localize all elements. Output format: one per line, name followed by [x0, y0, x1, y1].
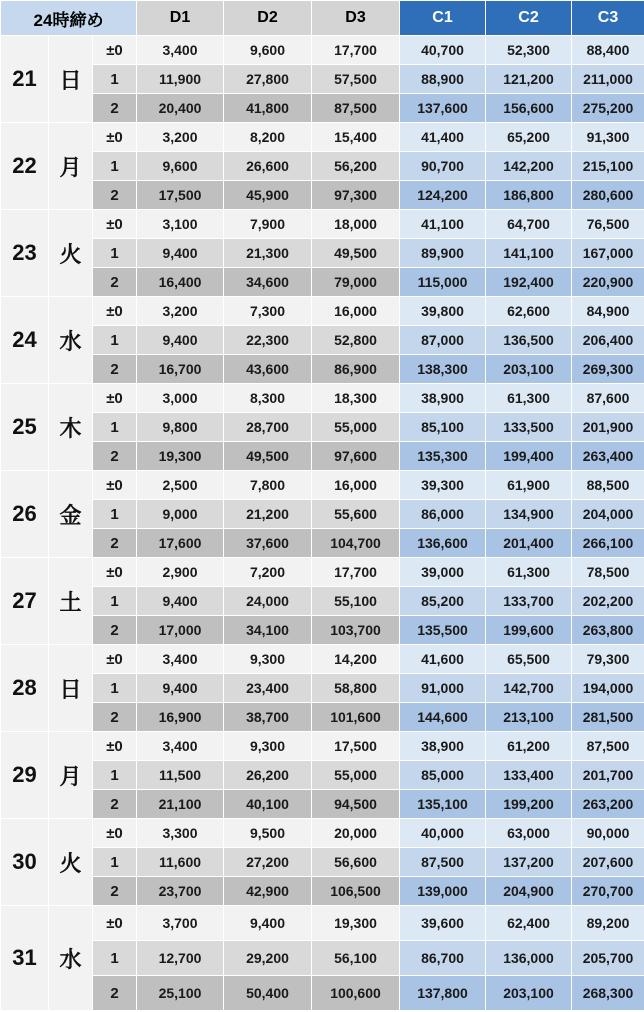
- level-label: 1: [93, 761, 137, 790]
- price-cell: 41,100: [400, 210, 486, 239]
- price-cell: 3,100: [137, 210, 224, 239]
- price-cell: 17,700: [312, 558, 400, 587]
- price-cell: 144,600: [400, 703, 486, 732]
- price-cell: 115,000: [400, 268, 486, 297]
- level-label: ±0: [93, 123, 137, 152]
- price-cell: 85,100: [400, 413, 486, 442]
- price-cell: 103,700: [312, 616, 400, 645]
- table-row: [1, 36, 644, 65]
- price-cell: 9,400: [137, 239, 224, 268]
- table-row: [1, 268, 644, 297]
- price-cell: 41,600: [400, 645, 486, 674]
- col-header-c1: C1: [400, 1, 486, 36]
- col-header-d3: D3: [312, 1, 400, 36]
- level-label: 1: [93, 413, 137, 442]
- price-cell: 90,700: [400, 152, 486, 181]
- price-cell: 49,500: [312, 239, 400, 268]
- price-cell: 3,000: [137, 384, 224, 413]
- price-cell: 133,500: [486, 413, 572, 442]
- price-cell: 38,700: [224, 703, 312, 732]
- price-cell: 9,400: [137, 326, 224, 355]
- level-label: 1: [93, 239, 137, 268]
- price-cell: 39,000: [400, 558, 486, 587]
- price-cell: 156,600: [486, 94, 572, 123]
- price-cell: 15,400: [312, 123, 400, 152]
- price-cell: 133,700: [486, 587, 572, 616]
- price-cell: 38,900: [400, 384, 486, 413]
- price-cell: 61,300: [486, 558, 572, 587]
- price-cell: 52,300: [486, 36, 572, 65]
- price-cell: 19,300: [137, 442, 224, 471]
- price-cell: 3,200: [137, 297, 224, 326]
- price-cell: 57,500: [312, 65, 400, 94]
- price-cell: 7,800: [224, 471, 312, 500]
- price-cell: 138,300: [400, 355, 486, 384]
- price-cell: 20,000: [312, 819, 400, 848]
- price-cell: 29,200: [224, 941, 312, 976]
- table-row: [1, 65, 644, 94]
- day-of-week: 日: [49, 36, 93, 123]
- table-row: [1, 413, 644, 442]
- level-label: ±0: [93, 558, 137, 587]
- price-cell: 45,900: [224, 181, 312, 210]
- price-cell: 2,500: [137, 471, 224, 500]
- price-cell: 87,500: [572, 732, 644, 761]
- price-cell: 199,200: [486, 790, 572, 819]
- price-cell: 87,000: [400, 326, 486, 355]
- price-cell: 137,800: [400, 976, 486, 1011]
- price-cell: 281,500: [572, 703, 644, 732]
- level-label: 2: [93, 703, 137, 732]
- table-row: [1, 500, 644, 529]
- price-cell: 124,200: [400, 181, 486, 210]
- price-cell: 106,500: [312, 877, 400, 906]
- table-row: [1, 123, 644, 152]
- price-cell: 18,000: [312, 210, 400, 239]
- price-cell: 275,200: [572, 94, 644, 123]
- price-cell: 263,800: [572, 616, 644, 645]
- price-cell: 199,600: [486, 616, 572, 645]
- price-cell: 64,700: [486, 210, 572, 239]
- price-cell: 26,600: [224, 152, 312, 181]
- level-label: 2: [93, 790, 137, 819]
- level-label: 2: [93, 616, 137, 645]
- table-row: [1, 906, 644, 941]
- price-cell: 62,600: [486, 297, 572, 326]
- table-row: [1, 941, 644, 976]
- day-of-week: 水: [49, 906, 93, 1011]
- price-cell: 39,300: [400, 471, 486, 500]
- price-cell: 89,200: [572, 906, 644, 941]
- price-cell: 58,800: [312, 674, 400, 703]
- level-label: ±0: [93, 471, 137, 500]
- price-cell: 88,400: [572, 36, 644, 65]
- price-cell: 41,800: [224, 94, 312, 123]
- price-cell: 133,400: [486, 761, 572, 790]
- price-cell: 34,600: [224, 268, 312, 297]
- table-row: [1, 210, 644, 239]
- price-cell: 65,200: [486, 123, 572, 152]
- day-number: 28: [1, 645, 49, 732]
- price-cell: 2,900: [137, 558, 224, 587]
- price-cell: 90,000: [572, 819, 644, 848]
- price-cell: 137,200: [486, 848, 572, 877]
- level-label: ±0: [93, 384, 137, 413]
- level-label: 1: [93, 941, 137, 976]
- price-cell: 11,500: [137, 761, 224, 790]
- day-of-week: 火: [49, 819, 93, 906]
- price-cell: 270,700: [572, 877, 644, 906]
- day-number: 29: [1, 732, 49, 819]
- price-cell: 136,500: [486, 326, 572, 355]
- price-cell: 16,900: [137, 703, 224, 732]
- table-row: [1, 384, 644, 413]
- table-row: [1, 181, 644, 210]
- price-cell: 8,200: [224, 123, 312, 152]
- table-row: [1, 297, 644, 326]
- day-number: 23: [1, 210, 49, 297]
- price-cell: 263,400: [572, 442, 644, 471]
- price-cell: 11,900: [137, 65, 224, 94]
- price-cell: 97,300: [312, 181, 400, 210]
- table-row: [1, 848, 644, 877]
- price-cell: 220,900: [572, 268, 644, 297]
- price-cell: 63,000: [486, 819, 572, 848]
- price-cell: 201,400: [486, 529, 572, 558]
- price-cell: 12,700: [137, 941, 224, 976]
- price-cell: 135,100: [400, 790, 486, 819]
- price-cell: 86,000: [400, 500, 486, 529]
- day-of-week: 土: [49, 558, 93, 645]
- price-cell: 266,100: [572, 529, 644, 558]
- price-cell: 17,700: [312, 36, 400, 65]
- price-cell: 9,400: [224, 906, 312, 941]
- price-cell: 16,000: [312, 471, 400, 500]
- level-label: ±0: [93, 36, 137, 65]
- price-cell: 62,400: [486, 906, 572, 941]
- price-cell: 56,200: [312, 152, 400, 181]
- price-cell: 21,100: [137, 790, 224, 819]
- price-cell: 21,300: [224, 239, 312, 268]
- level-label: 1: [93, 848, 137, 877]
- price-cell: 41,400: [400, 123, 486, 152]
- price-cell: 142,200: [486, 152, 572, 181]
- price-cell: 204,000: [572, 500, 644, 529]
- day-number: 24: [1, 297, 49, 384]
- day-of-week: 金: [49, 471, 93, 558]
- price-cell: 21,200: [224, 500, 312, 529]
- price-cell: 9,800: [137, 413, 224, 442]
- price-cell: 97,600: [312, 442, 400, 471]
- price-cell: 40,100: [224, 790, 312, 819]
- price-cell: 37,600: [224, 529, 312, 558]
- price-cell: 136,000: [486, 941, 572, 976]
- price-cell: 9,000: [137, 500, 224, 529]
- price-cell: 39,600: [400, 906, 486, 941]
- price-cell: 18,300: [312, 384, 400, 413]
- level-label: ±0: [93, 210, 137, 239]
- price-cell: 192,400: [486, 268, 572, 297]
- price-cell: 136,600: [400, 529, 486, 558]
- price-cell: 56,100: [312, 941, 400, 976]
- price-cell: 201,900: [572, 413, 644, 442]
- price-cell: 100,600: [312, 976, 400, 1011]
- price-cell: 65,500: [486, 645, 572, 674]
- price-cell: 61,300: [486, 384, 572, 413]
- table-row: [1, 790, 644, 819]
- price-cell: 3,400: [137, 732, 224, 761]
- level-label: 2: [93, 355, 137, 384]
- price-cell: 9,500: [224, 819, 312, 848]
- price-cell: 7,900: [224, 210, 312, 239]
- price-cell: 204,900: [486, 877, 572, 906]
- table-row: [1, 703, 644, 732]
- day-of-week: 火: [49, 210, 93, 297]
- price-cell: 27,200: [224, 848, 312, 877]
- price-cell: 86,900: [312, 355, 400, 384]
- price-cell: 202,200: [572, 587, 644, 616]
- price-cell: 84,900: [572, 297, 644, 326]
- price-cell: 17,500: [137, 181, 224, 210]
- table-row: [1, 976, 644, 1011]
- day-number: 26: [1, 471, 49, 558]
- level-label: 2: [93, 94, 137, 123]
- price-cell: 135,500: [400, 616, 486, 645]
- price-cell: 14,200: [312, 645, 400, 674]
- day-of-week: 水: [49, 297, 93, 384]
- price-cell: 87,500: [400, 848, 486, 877]
- level-label: 1: [93, 65, 137, 94]
- price-cell: 263,200: [572, 790, 644, 819]
- price-cell: 19,300: [312, 906, 400, 941]
- table-row: [1, 326, 644, 355]
- price-cell: 203,100: [486, 355, 572, 384]
- price-cell: 87,600: [572, 384, 644, 413]
- day-of-week: 木: [49, 384, 93, 471]
- price-cell: 55,000: [312, 761, 400, 790]
- price-cell: 24,000: [224, 587, 312, 616]
- col-header-c3: C3: [572, 1, 644, 36]
- price-cell: 50,400: [224, 976, 312, 1011]
- price-cell: 91,300: [572, 123, 644, 152]
- price-cell: 7,200: [224, 558, 312, 587]
- table-body: [1, 36, 644, 1011]
- table-row: [1, 152, 644, 181]
- table-row: [1, 761, 644, 790]
- table-row: [1, 587, 644, 616]
- price-cell: 94,500: [312, 790, 400, 819]
- day-number: 30: [1, 819, 49, 906]
- level-label: 2: [93, 181, 137, 210]
- price-cell: 141,100: [486, 239, 572, 268]
- header-row: [1, 1, 644, 36]
- price-cell: 213,100: [486, 703, 572, 732]
- col-header-d2: D2: [224, 1, 312, 36]
- day-number: 21: [1, 36, 49, 123]
- table-row: [1, 239, 644, 268]
- price-cell: 9,600: [137, 152, 224, 181]
- price-cell: 137,600: [400, 94, 486, 123]
- price-cell: 49,500: [224, 442, 312, 471]
- price-cell: 11,600: [137, 848, 224, 877]
- price-cell: 79,300: [572, 645, 644, 674]
- table-row: [1, 645, 644, 674]
- col-header-c2: C2: [486, 1, 572, 36]
- day-number: 25: [1, 384, 49, 471]
- price-cell: 203,100: [486, 976, 572, 1011]
- price-cell: 55,000: [312, 413, 400, 442]
- price-cell: 85,200: [400, 587, 486, 616]
- price-cell: 20,400: [137, 94, 224, 123]
- price-cell: 3,700: [137, 906, 224, 941]
- price-cell: 89,900: [400, 239, 486, 268]
- day-number: 27: [1, 558, 49, 645]
- table-row: [1, 442, 644, 471]
- day-of-week: 月: [49, 123, 93, 210]
- price-cell: 61,900: [486, 471, 572, 500]
- day-number: 31: [1, 906, 49, 1011]
- price-cell: 9,300: [224, 732, 312, 761]
- price-cell: 135,300: [400, 442, 486, 471]
- price-cell: 186,800: [486, 181, 572, 210]
- price-cell: 25,100: [137, 976, 224, 1011]
- price-cell: 27,800: [224, 65, 312, 94]
- price-cell: 16,400: [137, 268, 224, 297]
- level-label: 1: [93, 500, 137, 529]
- price-cell: 88,500: [572, 471, 644, 500]
- table-row: [1, 877, 644, 906]
- price-cell: 167,000: [572, 239, 644, 268]
- price-cell: 42,900: [224, 877, 312, 906]
- price-cell: 215,100: [572, 152, 644, 181]
- price-cell: 61,200: [486, 732, 572, 761]
- price-cell: 22,300: [224, 326, 312, 355]
- price-cell: 87,500: [312, 94, 400, 123]
- level-label: 2: [93, 877, 137, 906]
- price-cell: 268,300: [572, 976, 644, 1011]
- level-label: 1: [93, 674, 137, 703]
- price-cell: 9,400: [137, 674, 224, 703]
- table-row: [1, 674, 644, 703]
- price-cell: 34,100: [224, 616, 312, 645]
- price-cell: 9,600: [224, 36, 312, 65]
- price-cell: 28,700: [224, 413, 312, 442]
- price-cell: 134,900: [486, 500, 572, 529]
- price-cell: 91,000: [400, 674, 486, 703]
- day-of-week: 日: [49, 645, 93, 732]
- price-cell: 23,400: [224, 674, 312, 703]
- price-cell: 40,000: [400, 819, 486, 848]
- price-cell: 86,700: [400, 941, 486, 976]
- table-row: [1, 529, 644, 558]
- table-row: [1, 732, 644, 761]
- table-row: [1, 819, 644, 848]
- cutoff-label: 24時締め: [1, 1, 137, 36]
- price-cell: 55,100: [312, 587, 400, 616]
- price-cell: 201,700: [572, 761, 644, 790]
- price-cell: 39,800: [400, 297, 486, 326]
- level-label: 1: [93, 326, 137, 355]
- price-cell: 88,900: [400, 65, 486, 94]
- level-label: ±0: [93, 645, 137, 674]
- price-cell: 9,300: [224, 645, 312, 674]
- price-cell: 3,300: [137, 819, 224, 848]
- table-row: [1, 355, 644, 384]
- price-cell: 194,000: [572, 674, 644, 703]
- level-label: 2: [93, 976, 137, 1011]
- col-header-d1: D1: [137, 1, 224, 36]
- level-label: 1: [93, 587, 137, 616]
- price-cell: 211,000: [572, 65, 644, 94]
- price-cell: 40,700: [400, 36, 486, 65]
- price-cell: 280,600: [572, 181, 644, 210]
- day-number: 22: [1, 123, 49, 210]
- price-cell: 3,400: [137, 36, 224, 65]
- price-cell: 3,400: [137, 645, 224, 674]
- table-row: [1, 94, 644, 123]
- price-cell: 121,200: [486, 65, 572, 94]
- price-cell: 16,700: [137, 355, 224, 384]
- price-cell: 23,700: [137, 877, 224, 906]
- price-cell: 269,300: [572, 355, 644, 384]
- price-cell: 142,700: [486, 674, 572, 703]
- price-cell: 199,400: [486, 442, 572, 471]
- level-label: 2: [93, 529, 137, 558]
- price-cell: 207,600: [572, 848, 644, 877]
- price-cell: 78,500: [572, 558, 644, 587]
- table-row: [1, 616, 644, 645]
- price-cell: 139,000: [400, 877, 486, 906]
- level-label: 2: [93, 442, 137, 471]
- price-cell: 101,600: [312, 703, 400, 732]
- price-cell: 55,600: [312, 500, 400, 529]
- price-cell: 79,000: [312, 268, 400, 297]
- price-cell: 26,200: [224, 761, 312, 790]
- price-cell: 43,600: [224, 355, 312, 384]
- level-label: ±0: [93, 819, 137, 848]
- price-cell: 8,300: [224, 384, 312, 413]
- price-cell: 52,800: [312, 326, 400, 355]
- level-label: ±0: [93, 732, 137, 761]
- day-of-week: 月: [49, 732, 93, 819]
- price-cell: 85,000: [400, 761, 486, 790]
- price-cell: 16,000: [312, 297, 400, 326]
- price-cell: 3,200: [137, 123, 224, 152]
- table-row: [1, 558, 644, 587]
- price-cell: 7,300: [224, 297, 312, 326]
- price-cell: 9,400: [137, 587, 224, 616]
- level-label: ±0: [93, 297, 137, 326]
- price-cell: 17,600: [137, 529, 224, 558]
- table-row: [1, 471, 644, 500]
- level-label: 2: [93, 268, 137, 297]
- level-label: 1: [93, 152, 137, 181]
- price-cell: 38,900: [400, 732, 486, 761]
- price-cell: 76,500: [572, 210, 644, 239]
- price-cell: 56,600: [312, 848, 400, 877]
- price-cell: 206,400: [572, 326, 644, 355]
- price-cell: 205,700: [572, 941, 644, 976]
- price-cell: 17,500: [312, 732, 400, 761]
- price-cell: 17,000: [137, 616, 224, 645]
- level-label: ±0: [93, 906, 137, 941]
- price-cell: 104,700: [312, 529, 400, 558]
